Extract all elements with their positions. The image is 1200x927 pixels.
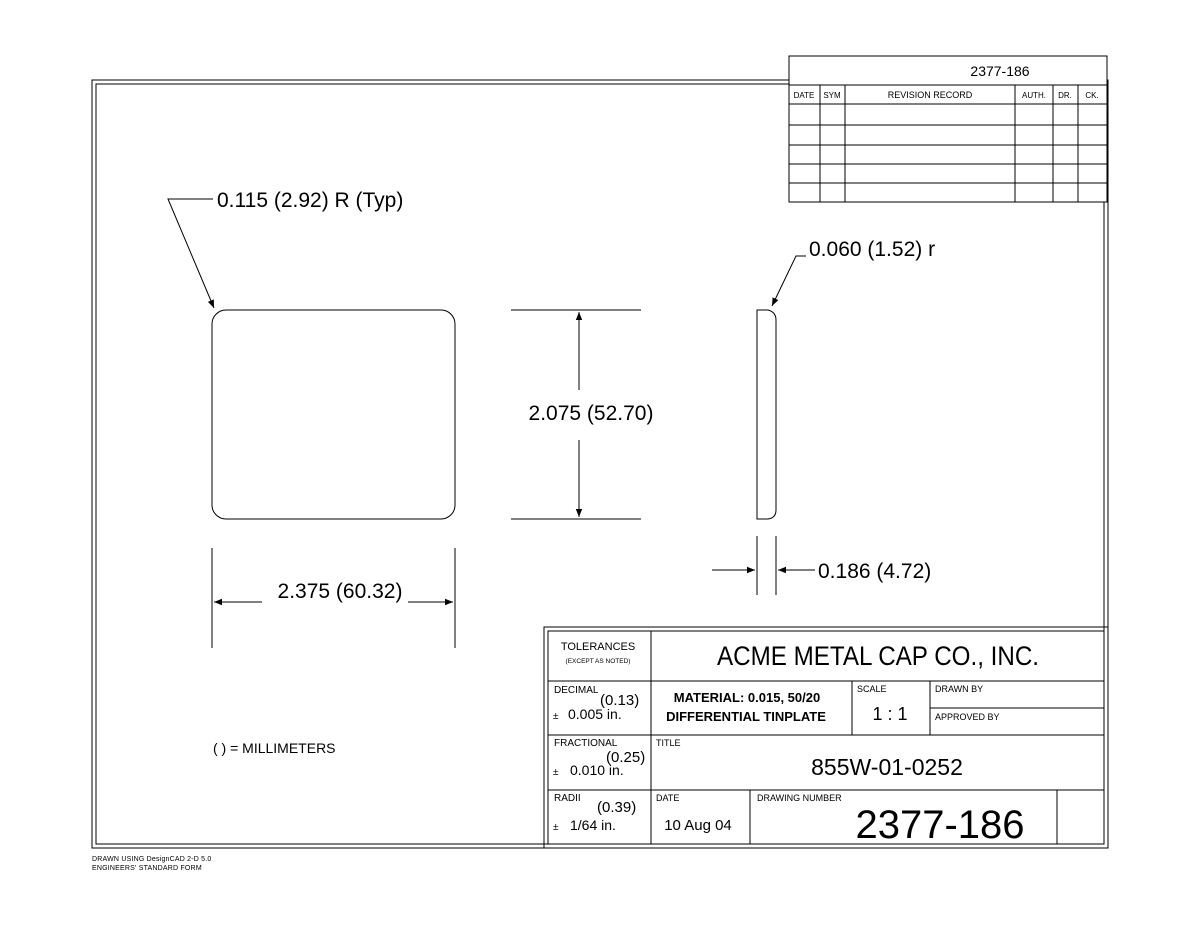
radii-mm: (0.39): [597, 799, 637, 816]
radii-plus-minus: ±: [553, 822, 559, 833]
edge-radius-label: 0.060 (1.52) r: [809, 238, 936, 261]
decimal-plus-minus: ±: [553, 711, 559, 722]
edge-radius-dimension: [772, 238, 935, 306]
rev-header-ck: CK.: [1085, 91, 1099, 100]
width-dimension: [212, 548, 455, 648]
decimal-value: 0.005 in.: [568, 706, 622, 722]
scale-value: 1 : 1: [872, 704, 908, 724]
fractional-mm: (0.25): [606, 749, 646, 766]
drawn-by-label: DRAWN BY: [935, 684, 984, 694]
rev-header-sym: SYM: [823, 91, 841, 100]
radii-value: 1/64 in.: [570, 817, 616, 833]
drawing-number: 2377-186: [855, 803, 1025, 847]
rev-header-dr: DR.: [1058, 91, 1072, 100]
part-side-view: [757, 310, 776, 519]
decimal-label: DECIMAL: [554, 685, 599, 696]
footer-form-note: ENGINEERS' STANDARD FORM: [92, 865, 202, 872]
title-block-text: [553, 641, 1039, 847]
tolerances-label: TOLERANCES: [560, 641, 636, 653]
date-label: DATE: [656, 793, 680, 803]
company-name: ACME METAL CAP CO., INC.: [717, 641, 1039, 671]
corner-radius-dimension: [168, 189, 403, 308]
thickness-label: 0.186 (4.72): [818, 560, 932, 583]
tolerances-sub: (EXCEPT AS NOTED): [565, 658, 631, 665]
height-label: 2.075 (52.70): [528, 402, 654, 425]
revision-table: [789, 56, 1107, 202]
title-label: TITLE: [656, 738, 681, 748]
rev-header-date: DATE: [793, 91, 815, 100]
material-line2: DIFFERENTIAL TINPLATE: [666, 709, 826, 724]
rev-header-auth: AUTH.: [1022, 91, 1046, 100]
scale-label: SCALE: [857, 684, 887, 694]
material-line1: MATERIAL: 0.015, 50/20: [673, 690, 821, 705]
part-front-view: [212, 310, 455, 519]
fractional-plus-minus: ±: [553, 767, 559, 778]
date-value: 10 Aug 04: [664, 817, 732, 834]
units-note: ( ) = MILLIMETERS: [213, 740, 336, 756]
fractional-value: 0.010 in.: [570, 762, 624, 778]
radii-label: RADII: [554, 793, 581, 804]
decimal-mm: (0.13): [600, 692, 640, 709]
footer-software-note: DRAWN USING DesignCAD 2-D 5.0: [92, 856, 212, 863]
drawing-number-label: DRAWING NUMBER: [757, 793, 842, 803]
title-value: 855W-01-0252: [811, 754, 963, 780]
height-dimension: [511, 310, 653, 519]
approved-by-label: APPROVED BY: [935, 712, 1000, 722]
width-label: 2.375 (60.32): [277, 580, 403, 603]
fractional-label: FRACTIONAL: [554, 738, 618, 749]
revision-drawing-number: 2377-186: [970, 63, 1030, 79]
rev-header-record: REVISION RECORD: [887, 90, 973, 100]
corner-radius-label: 0.115 (2.92) R (Typ): [217, 189, 404, 212]
thickness-dimension: [712, 536, 931, 595]
